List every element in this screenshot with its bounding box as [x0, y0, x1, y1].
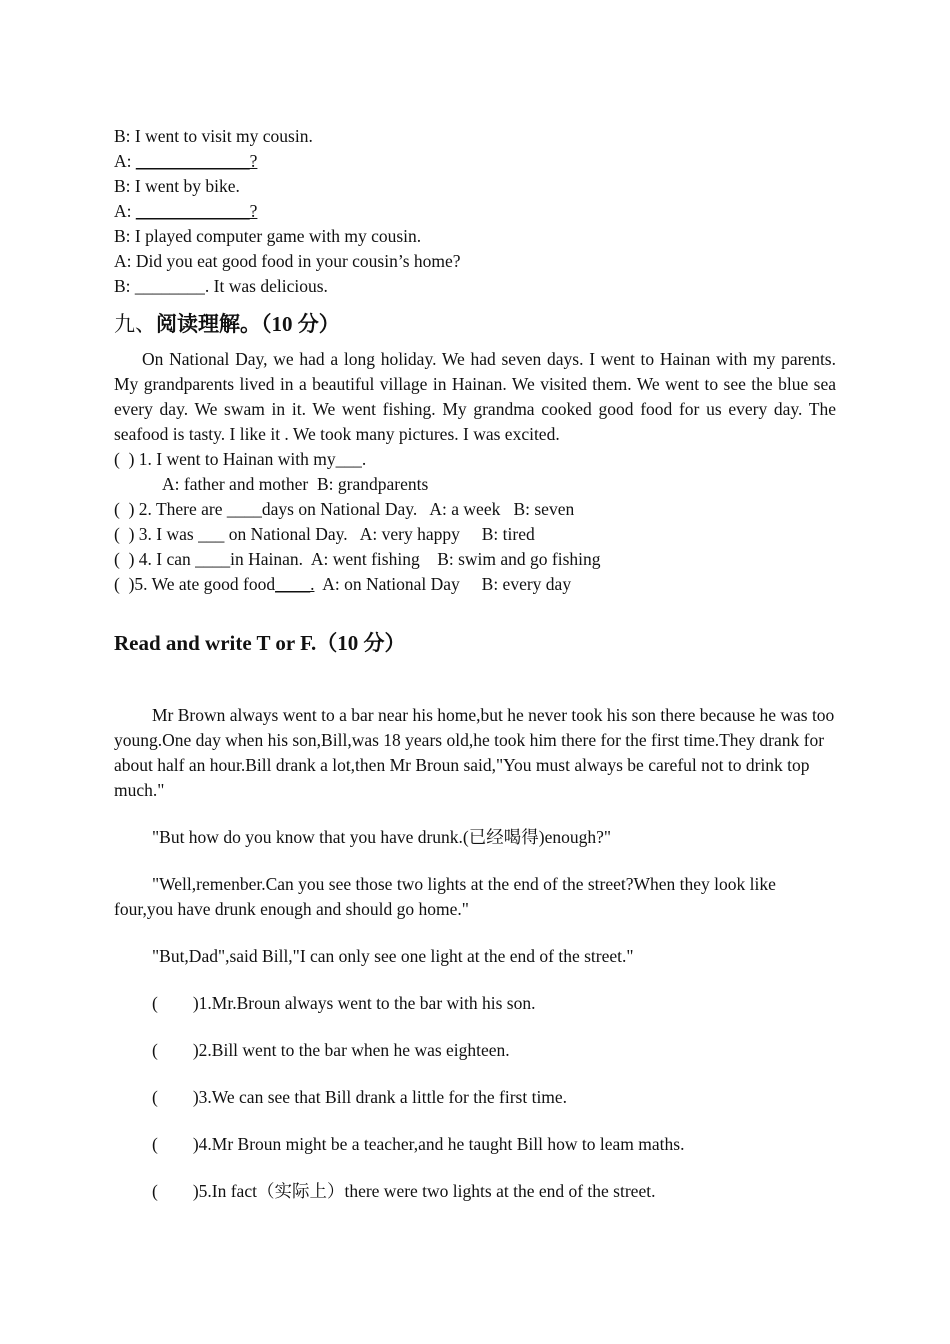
question-5: [114, 572, 836, 597]
tf-item[interactable]: ( )3.We can see that Bill drank a little for the first time.: [152, 1087, 568, 1107]
question-1: ( ) 1. I went to Hainan with my___.: [114, 449, 367, 469]
dialogue-text: I played computer game with my cousin.: [134, 226, 422, 246]
question-5-text: ( )5. We ate good food: [114, 574, 276, 594]
dialogue-line: [114, 224, 836, 249]
dialogue-text: I went to visit my cousin.: [134, 126, 313, 146]
speaker-label: A:: [114, 251, 136, 271]
dialogue-line: [114, 274, 836, 299]
speaker-label: B:: [114, 276, 135, 296]
speaker-label: A:: [114, 151, 136, 171]
question-2: ( ) 2. There are ____days on National Day. A: a week B: seven: [114, 499, 575, 519]
dialogue-text: Did you eat good food in your cousin’s home?: [135, 251, 461, 271]
dialogue-line: [114, 124, 836, 149]
tf-item[interactable]: ( )4.Mr Broun might be a teacher,and he taught Bill how to leam maths.: [152, 1134, 685, 1154]
dialogue-line: [114, 149, 836, 174]
answer-blank[interactable]: _____________?: [135, 151, 258, 171]
answer-blank[interactable]: ____.: [275, 574, 315, 594]
question-4: ( ) 4. I can ____in Hainan. A: went fishing B: swim and go fishing: [114, 549, 601, 569]
story-paragraph: Mr Brown always went to a bar near his home,but he never took his son there because he was too young.One day when his son,Bill,was 18 years old,he took him there for the first time.They drank for about half an hour.Bill drank a lot,then Mr Broun said,"You must always be careful not to drink top much.": [114, 705, 835, 800]
speaker-label: B:: [114, 126, 135, 146]
section-title: 阅读理解。（10 分）: [156, 312, 340, 336]
true-false-heading: Read and write T or F.（10 分）: [114, 631, 406, 655]
section-number: 九、: [114, 312, 156, 336]
tf-item[interactable]: ( )2.Bill went to the bar when he was eighteen.: [152, 1040, 510, 1060]
speaker-label: B:: [114, 176, 135, 196]
tf-item[interactable]: ( )5.In fact（实际上）there were two lights at the end of the street.: [152, 1181, 656, 1201]
speaker-label: A:: [114, 201, 136, 221]
speaker-label: B:: [114, 226, 135, 246]
dialogue-block: [114, 124, 836, 299]
question-5-options: A: on National Day B: every day: [314, 574, 572, 594]
worksheet-page: [114, 124, 836, 1204]
question-3: ( ) 3. I was ___ on National Day. A: very happy B: tired: [114, 524, 535, 544]
dialogue-text: I went by bike.: [134, 176, 240, 196]
dialogue-line: [114, 249, 836, 274]
answer-blank[interactable]: _____________?: [135, 201, 258, 221]
section-9-heading: [114, 311, 836, 337]
story-paragraph: "Well,remenber.Can you see those two lights at the end of the street?When they look like four,you have drunk enough and should go home.": [114, 874, 776, 919]
reading-passage: On National Day, we had a long holiday. We had seven days. I went to Hainan with my parents. My grandparents lived in a beautiful village in Hainan. We visited them. We went to see the blue sea every day. We swam in it. We went fishing. My grandma cooked good food for us every day. The seafood is tasty. I like it . We took many pictures. I was excited.: [114, 349, 836, 444]
story-paragraph: "But,Dad",said Bill,"I can only see one light at the end of the street.": [152, 946, 634, 966]
question-1-options: A: father and mother B: grandparents: [162, 474, 429, 494]
dialogue-line: [114, 174, 836, 199]
dialogue-text: ________. It was delicious.: [134, 276, 328, 296]
tf-item[interactable]: ( )1.Mr.Broun always went to the bar with his son.: [152, 993, 536, 1013]
story-paragraph: "But how do you know that you have drunk.(已经喝得)enough?": [152, 827, 612, 847]
dialogue-line: [114, 199, 836, 224]
